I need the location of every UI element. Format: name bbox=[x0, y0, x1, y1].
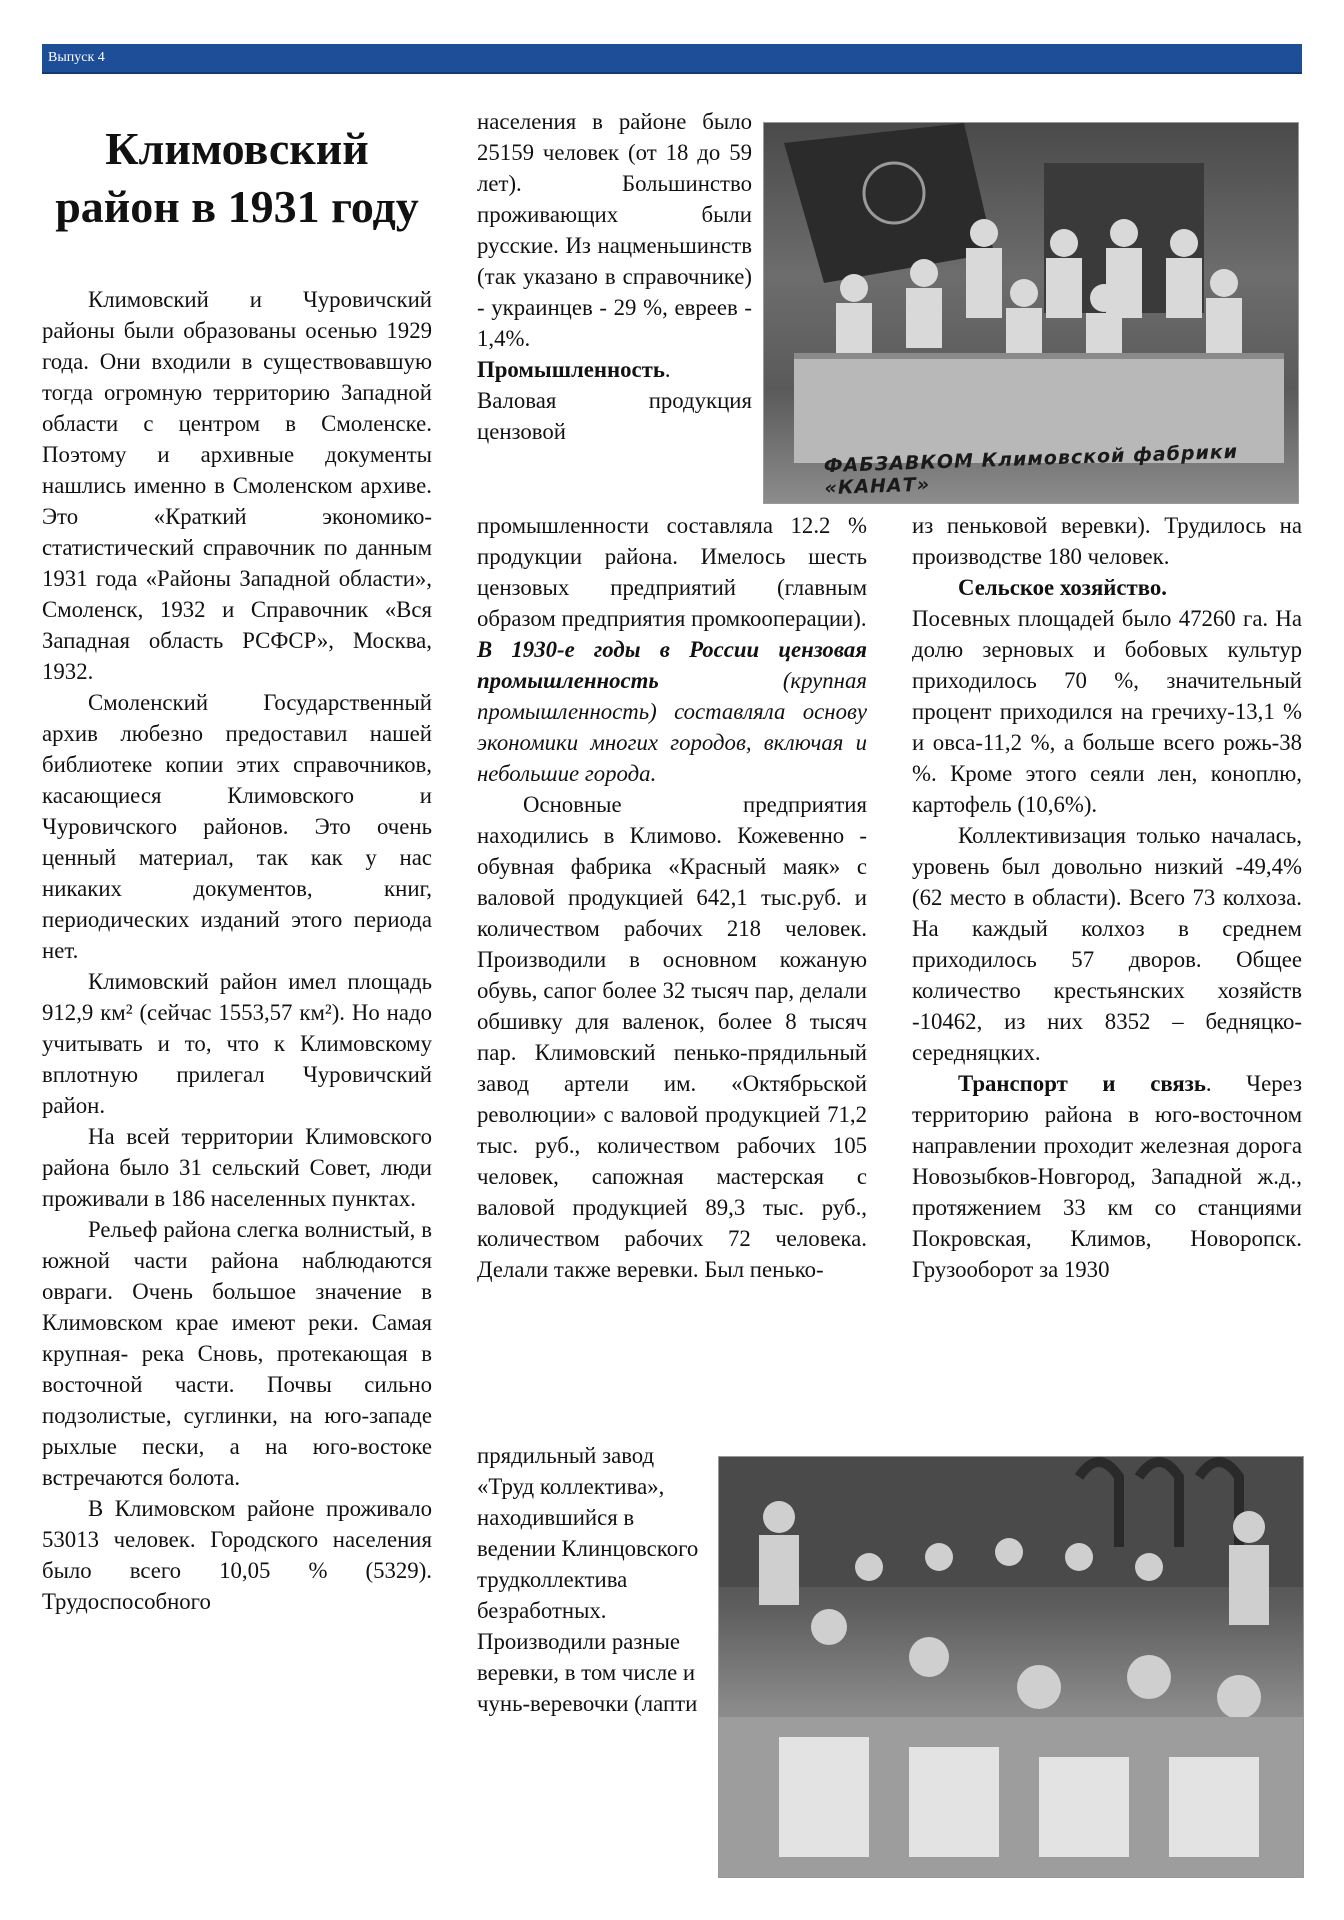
photo-caption: ФАБЗАВКОМ Климовской фабрики «КАНАТ» bbox=[823, 440, 1239, 500]
paragraph: Рельеф района слегка волнистый, в южной части района наблюдаются овраги. Очень большое значение в Климовском крае имеют реки. Самая крупная- река Сновь, протекающая в восточной части. Почвы сильно подзолистые, суглинки, на юго-западе рыхлые пески, а на юго-востоке встречаются болота. bbox=[42, 1217, 432, 1490]
issue-label: Выпуск 4 bbox=[48, 50, 105, 65]
title-line-1: Климовский bbox=[105, 123, 369, 174]
column-2-bottom bbox=[477, 1440, 705, 1719]
paragraph: Посевных площадей было 47260 га. На долю зерновых и бобовых культур приходилось 70 %, значительный процент приходился на гречиху-13,1 % и овса-11,2 %, а больше всего рожь-38 %. Кроме этого сеяли лен, коноплю, картофель (10,6%). bbox=[912, 606, 1302, 817]
paragraph: Климовский и Чуровичский районы были образованы осенью 1929 года. Они входили в существовавшую тогда огромную территорию Западной области с центром в Смоленске. Поэтому и архивные документы нашлись именно в Смоленском архиве. Это «Краткий экономико-статистический справочник по данным 1931 года «Районы Западной области», Смоленск, 1932 и Справочник «Вся Западная область РСФСР», Москва, 1932. bbox=[42, 287, 432, 684]
note-bold-italic: В 1930-е годы в России цензовая промышленность bbox=[477, 637, 867, 693]
note-italic: (крупная промышленность) составляла основу экономики многих городов, включая и небольшие города. bbox=[477, 668, 867, 786]
paragraph: населения в районе было 25159 человек (от 18 до 59 лет). Большинство проживающих были русские. Из нацменьшинств (так указано в справочнике) - украинцев - 29 %, евреев - 1,4%. bbox=[477, 109, 752, 351]
column-2-top bbox=[477, 106, 752, 447]
paragraph: промышленности составляла 12.2 % продукции района. Имелось шесть цензовых предприятий (главным образом предприятия промкооперации). bbox=[477, 513, 867, 631]
workshop-photo-illustration bbox=[719, 1457, 1303, 1877]
industry-heading: Промышленность bbox=[477, 357, 665, 382]
paragraph: Основные предприятия находились в Климово. Кожевенно - обувная фабрика «Красный маяк» с валовой продукцией 642,1 тыс.руб. и количеством рабочих 218 человек. Производили в основном кожаную обувь, сапог более 32 тысяч пар, делали обшивку для валенок, более 8 тысяч пар. Климовский пенько-прядильный завод артели им. «Октябрьской революции» с валовой продукцией 71,2 тыс. руб., количеством рабочих 105 человек, сапожная мастерская с валовой продукцией 89,3 тыс. руб., количеством рабочих 72 человека. Делали также веревки. Был пенько- bbox=[477, 792, 867, 1282]
paragraph: Смоленский Государственный архив любезно предоставил нашей библиотеке копии этих справочников, касающиеся Климовского и Чуровичского районов. Это очень ценный материал, так как у нас никаких документов, книг, периодических изданий этого периода нет. bbox=[42, 690, 432, 963]
paragraph: В Климовском районе проживало 53013 человек. Городского населения было всего 10,05 % (5329). Трудоспособного bbox=[42, 1496, 432, 1614]
column-1 bbox=[42, 284, 432, 1617]
paragraph: прядильный завод «Труд коллектива», находившийся в ведении Клинцовского трудколлектива безработных. Производили разные веревки, в том числе и чунь-веревочки (лапти bbox=[477, 1443, 699, 1716]
census-note bbox=[477, 634, 867, 789]
title-line-2: район в 1931 году bbox=[55, 181, 419, 232]
column-3 bbox=[912, 510, 1302, 1285]
industry-heading-line: Промышленность. bbox=[477, 357, 671, 382]
transport-heading: Транспорт и связь bbox=[958, 1071, 1206, 1096]
header-bar bbox=[42, 44, 1302, 74]
paragraph: Коллективизация только началась, уровень был довольно низкий -49,4% (62 место в области). Всего 73 колхоза. На каждый колхоз в среднем приходилось 57 дворов. Общее количество крестьянских хозяйств -10462, из них 8352 – бедняцко-середняцких. bbox=[912, 823, 1302, 1065]
paragraph: из пеньковой веревки). Трудилось на производстве 180 человек. bbox=[912, 513, 1302, 569]
paragraph: На всей территории Климовского района было 31 сельский Совет, люди проживали в 186 населенных пунктах. bbox=[42, 1124, 432, 1211]
paragraph: Климовский район имел площадь 912,9 км² (сейчас 1553,57 км²). Но надо учитывать и то, что к Климовскому вплотную прилегал Чуровичский район. bbox=[42, 969, 432, 1118]
transport-paragraph: Транспорт и связь. Через территорию района в юго-восточном направлении проходит железная дорога Новозыбков-Новгород, Западной ж.д., протяжением 33 км со станциями Покровская, Климов, Новоропск. Грузооборот за 1930 bbox=[912, 1071, 1302, 1282]
column-2-main bbox=[477, 510, 867, 1285]
article-title bbox=[42, 120, 432, 236]
paragraph: Валовая продукция цензовой bbox=[477, 388, 752, 444]
photo-workshop bbox=[718, 1456, 1304, 1878]
photo-factory-committee bbox=[763, 122, 1299, 504]
agriculture-heading: Сельское хозяйство. bbox=[958, 575, 1168, 600]
